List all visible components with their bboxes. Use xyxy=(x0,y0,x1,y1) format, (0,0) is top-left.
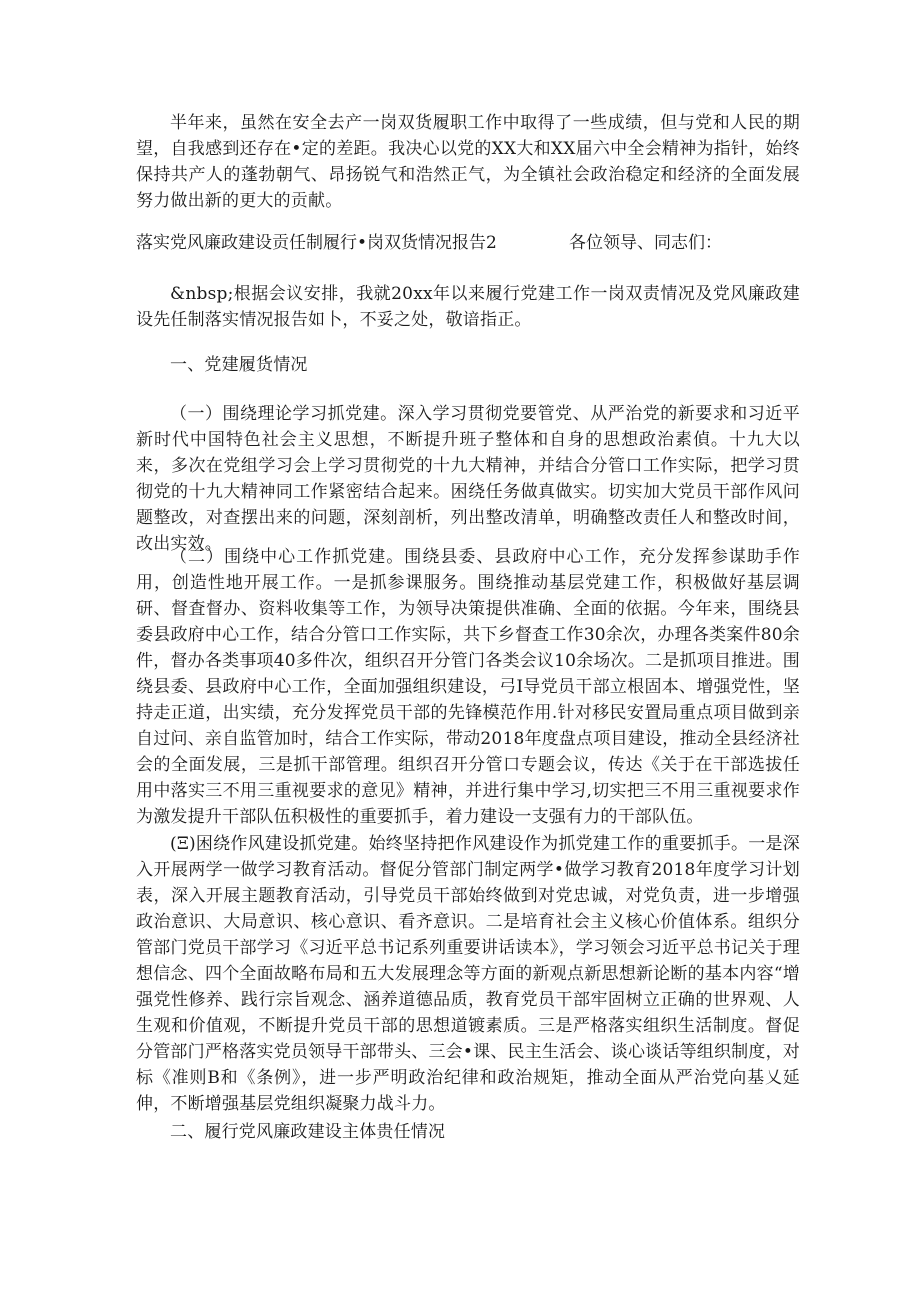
paragraph-section-1-3: (Ξ)困绕作风建设抓党建。始终坚持把作风建设作为抓党建工作的重要抓手。一是深入开展两学一做学习教育活动。督促分管部门制定两学•做学习教育2018年度学习计划表，深入开展主题教育活动，引导党员干部始终做到对党忠诚，对党负责，进一步增强政治意识、大局意识、核心意识、看齐意识。二是培育社会主义核心价值体系。组织分管部门党员干部学习《习近平总书记系列重要讲话读本》，学习领会习近平总书记关于理想信念、四个全面故略布局和五大发展理念等方面的新观点新思想新论断的基本内容“增强党性修养、践行宗旨观念、涵养道德品质，教育党员干部牢固树立正确的世界观、人生观和价值观，不断提升党员干部的思想道镀素质。三是严格落实组织生活制度。督促分管部门严格落实党员领导干部带头、三会•课、民主生活会、谈心谈话等组织制度，对标《准则B和《条例》，进一步严明政治纪律和政治规矩，推动全面从严治党向基乂延伸，不断增强基层党组织凝聚力战斗力。 xyxy=(136,834,800,1114)
paragraph-section-1-2: （二）围绕中心工作抓党建。围绕县委、县政府中心工作，充分发挥参谋助手作用，创造性地开展工作。一是抓参课服务。围绕推动基层党建工作，积极做好基层调研、督査督办、资料收集等工作，为领导决策提供准确、全面的依据。今年来，围绕县委县政府中心工作，结合分管口工作实际，共下乡督查工作30余次，办理各类案件80余件，督办各类事项40多件次，组织召开分管门各类会议10余场次。二是抓项目推进。围绕县委、县政府中心工作，全面加强组织建设，弓I导党员干部立根固本、增强党性，坚持走正道，出实绩，充分发挥党员干部的先锋模范作用.针对移民安置局重点项目做到亲自过问、亲自监管加时，结合工作实际，带动2018年度盘点项目建设，推动全县经济社会的全面发展，三是抓干部管理。组织召开分管口专题会议，传达《关于在干部选拔任用中落实三不用三重视要求的意见》精神，并进行集中学习,切实把三不用三重视要求作为激发提升干部队伍积极性的重要抓手，着力建设一支强有力的干部队伍。 xyxy=(136,547,800,827)
paragraph-opening: &nbsp;根据会议安排，我就20xx年以来履行党建工作一岗双责情况及党风廉政建设先任制落实情况报告如卜，不妥之处，敬谙指正。 xyxy=(136,284,800,330)
paragraph-section-1-1: （一）围绕理论学习抓党建。深入学习贯彻党要管党、从严治党的新要求和习近平新时代中国特色社会主义思想，不断提升班子整体和自身的思想政治素偵。十九大以来，多次在党组学习会上学习贯彻党的十九大精神，并结合分管口工作实际，把学习贯彻党的十九大精神同工作紧密结合起来。困绕任务做真做实。切实加大党员干部作风问题整改，对查摆出来的问题，深刻剖析，列出整改清单，明确整改责任人和整改时间，改出实效。 xyxy=(136,404,800,554)
paragraph-intro: 半年来，虽然在安全去产一岗双货履职工作中取得了一些成绩，但与党和人民的期望，自我感到还存在•定的差距。我决心以党的XX大和XX届六中全会精神为指针，始终保持共产人的蓬勃朝气、昂扬锐气和浩然正气，为全镇社会政治稳定和经济的全面发展努力做出新的更大的贡献。 xyxy=(136,113,800,211)
section-heading-1: 一、党建履货情况 xyxy=(170,355,308,375)
section-heading-2: 二、履行党风廉政建设主体贵任情况 xyxy=(170,1122,446,1142)
report-title: 落实党风廉政建设贡任制履行•岗双货情况报告2 xyxy=(136,233,497,253)
salutation: 各位领导、同志们： xyxy=(569,233,722,253)
